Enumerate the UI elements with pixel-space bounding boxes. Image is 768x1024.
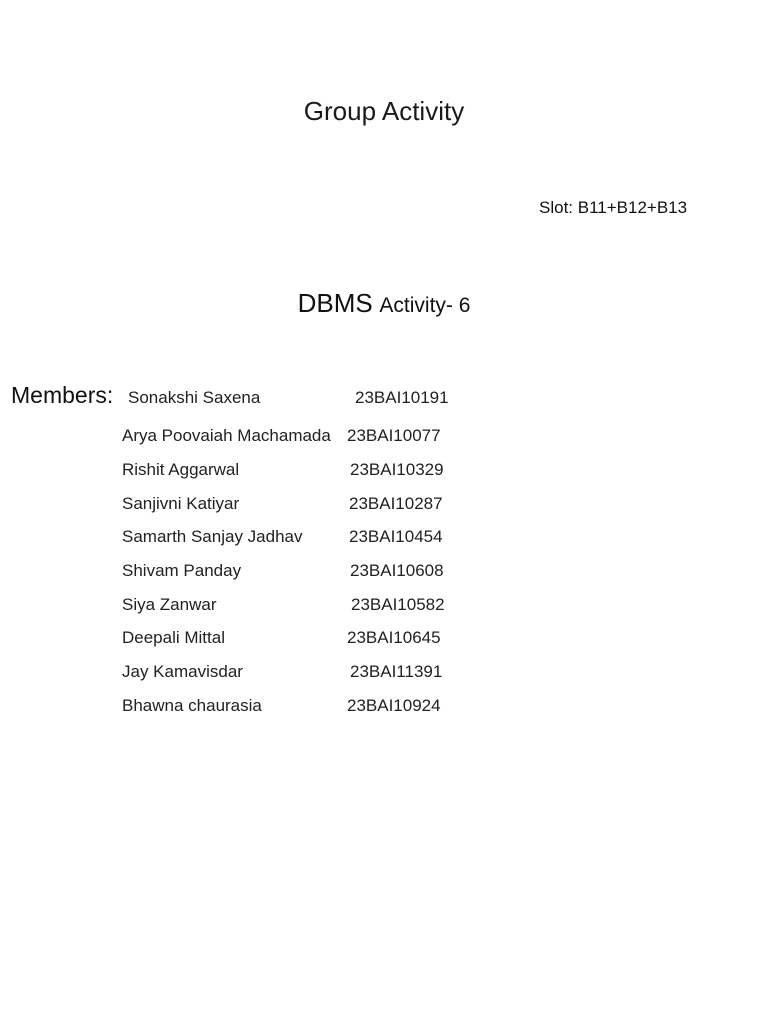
member-id: 23BAI10645 xyxy=(347,628,441,647)
member-id: 23BAI10329 xyxy=(350,460,444,479)
member-name: Sonakshi Saxena xyxy=(128,388,261,407)
member-name: Arya Poovaiah Machamada xyxy=(122,426,331,445)
member-id: 23BAI11391 xyxy=(350,662,443,681)
member-id: 23BAI10077 xyxy=(347,426,441,445)
member-id: 23BAI10191 xyxy=(355,388,449,407)
member-name: Rishit Aggarwal xyxy=(122,460,240,479)
members-label: Members: xyxy=(11,382,114,408)
activity-number: Activity- 6 xyxy=(379,294,471,317)
member-name: Siya Zanwar xyxy=(122,595,217,614)
subject-name: DBMS xyxy=(297,288,373,318)
member-id: 23BAI10924 xyxy=(347,696,441,715)
member-id: 23BAI10608 xyxy=(350,561,444,580)
member-name: Sanjivni Katiyar xyxy=(122,494,240,513)
member-id: 23BAI10582 xyxy=(351,595,445,614)
member-id: 23BAI10454 xyxy=(349,527,443,546)
member-name: Bhawna chaurasia xyxy=(122,696,262,715)
page-title: Group Activity xyxy=(303,96,465,126)
member-id: 23BAI10287 xyxy=(349,494,443,513)
member-name: Shivam Panday xyxy=(122,561,242,580)
slot-info: Slot: B11+B12+B13 xyxy=(539,198,688,217)
member-name: Samarth Sanjay Jadhav xyxy=(122,527,303,546)
activity-heading xyxy=(0,288,768,319)
member-name: Deepali Mittal xyxy=(122,628,225,647)
member-name: Jay Kamavisdar xyxy=(122,662,243,681)
